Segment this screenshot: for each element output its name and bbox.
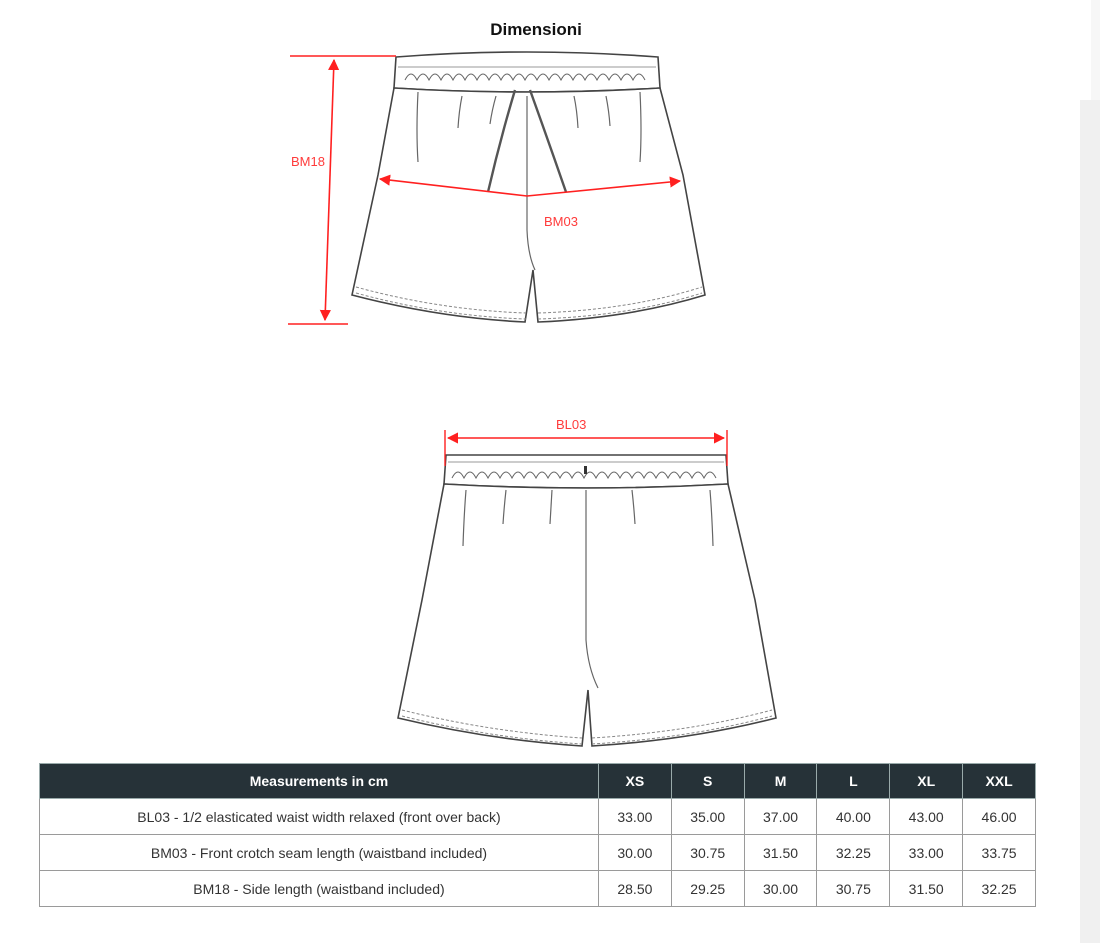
back-view-drawing <box>398 455 776 746</box>
cell-value: 33.00 <box>890 835 963 871</box>
row-label: BM18 - Side length (waistband included) <box>40 871 599 907</box>
cell-value: 33.00 <box>598 799 671 835</box>
cell-value: 33.75 <box>963 835 1036 871</box>
scrollbar-gutter <box>1091 0 1100 100</box>
page-title: Dimensioni <box>490 20 582 39</box>
header-size-xs: XS <box>598 764 671 799</box>
header-size-l: L <box>817 764 890 799</box>
table-header-row <box>40 764 1036 799</box>
cell-value: 31.50 <box>744 835 817 871</box>
header-size-xl: XL <box>890 764 963 799</box>
cell-value: 30.00 <box>598 835 671 871</box>
label-bm03: BM03 <box>544 214 578 229</box>
cell-value: 43.00 <box>890 799 963 835</box>
size-chart-table <box>39 763 1036 907</box>
cell-value: 30.75 <box>671 835 744 871</box>
front-view-drawing <box>352 52 705 322</box>
table-row <box>40 835 1036 871</box>
cell-value: 30.75 <box>817 871 890 907</box>
cell-value: 31.50 <box>890 871 963 907</box>
cell-value: 30.00 <box>744 871 817 907</box>
row-label: BM03 - Front crotch seam length (waistband included) <box>40 835 599 871</box>
label-bm18: BM18 <box>291 154 325 169</box>
cell-value: 28.50 <box>598 871 671 907</box>
cell-value: 32.25 <box>817 835 890 871</box>
label-bl03: BL03 <box>556 417 587 432</box>
scrollbar-track[interactable] <box>1080 100 1100 943</box>
cell-value: 46.00 <box>963 799 1036 835</box>
cell-value: 32.25 <box>963 871 1036 907</box>
header-size-m: M <box>744 764 817 799</box>
table-row <box>40 871 1036 907</box>
header-measurements: Measurements in cm <box>40 764 599 799</box>
cell-value: 29.25 <box>671 871 744 907</box>
cell-value: 35.00 <box>671 799 744 835</box>
cell-value: 40.00 <box>817 799 890 835</box>
header-size-xxl: XXL <box>963 764 1036 799</box>
cell-value: 37.00 <box>744 799 817 835</box>
header-size-s: S <box>671 764 744 799</box>
table-row <box>40 799 1036 835</box>
row-label: BL03 - 1/2 elasticated waist width relaxed (front over back) <box>40 799 599 835</box>
